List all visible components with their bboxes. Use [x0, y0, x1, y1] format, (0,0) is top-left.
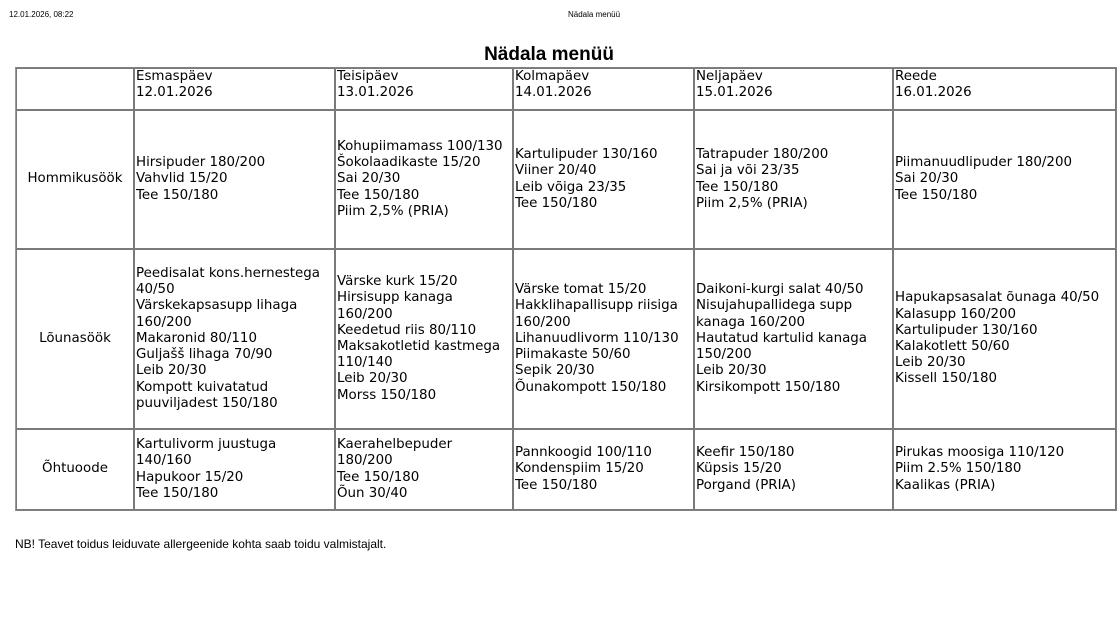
dish-item: Pirukas moosiga 110/120 — [895, 445, 1065, 461]
dish-item: Kissell 150/180 — [895, 371, 998, 387]
menu-cell — [513, 110, 694, 249]
day-header-cell — [694, 68, 893, 110]
dish-item: Õunakompott 150/180 — [515, 379, 667, 395]
dish-item: Kalakotlett 50/60 — [895, 339, 1010, 354]
menu-cell — [694, 110, 893, 249]
dish-item: Leib võiga 23/35 — [515, 179, 627, 195]
dish-item: Keefir 150/180 — [696, 445, 795, 461]
dish-item: Sepik 20/30 — [515, 363, 595, 379]
dish-item: Leib 20/30 — [895, 355, 966, 371]
dish-item: Hirsipuder 180/200 — [136, 155, 266, 171]
dish-item: Kirsikompott 150/180 — [696, 379, 841, 395]
menu-table-container — [15, 67, 1100, 511]
dish-item: Keedetud riis 80/110 — [337, 322, 477, 338]
dish-item: Kartulivorm juustuga 140/160 — [136, 437, 277, 469]
dish-item: Lihanuudlivorm 110/130 — [515, 330, 679, 346]
dish-item: Tee 150/180 — [337, 187, 420, 203]
day-header-cell — [893, 68, 1116, 110]
dish-item: Piim 2.5% 150/180 — [895, 461, 1022, 477]
menu-cell — [134, 110, 335, 249]
dish-item: Tee 150/180 — [136, 187, 219, 203]
dish-item: Hirsisupp kanaga 160/200 — [337, 290, 453, 322]
meal-name-cell: Lõunasöök — [16, 249, 134, 429]
day-name: Kolmapäev — [515, 69, 590, 84]
dish-item: Leib 20/30 — [696, 363, 767, 379]
dish-item: Kompott kuivatatud puuviljadest 150/180 — [136, 379, 278, 411]
menu-cell — [893, 249, 1116, 429]
meal-row — [16, 249, 1116, 429]
dish-item: Värske kurk 15/20 — [337, 274, 458, 290]
day-name: Esmaspäev — [136, 69, 213, 84]
menu-cell — [134, 429, 335, 510]
menu-cell — [694, 429, 893, 510]
allergen-note: NB! Teavet toidus leiduvate allergeenide kohta saab toidu valmistajalt. — [15, 537, 387, 551]
dish-item: Tee 150/180 — [895, 187, 978, 203]
day-date: 13.01.2026 — [337, 85, 414, 101]
meal-row — [16, 110, 1116, 249]
weekly-menu-table — [15, 67, 1117, 511]
dish-item: Sai 20/30 — [895, 171, 959, 187]
dish-item: Hapukapsasalat õunaga 40/50 — [895, 290, 1100, 306]
dish-item: Tee 150/180 — [515, 477, 598, 493]
dish-item: Tee 150/180 — [515, 195, 598, 211]
menu-cell — [335, 249, 513, 429]
dish-item: Küpsis 15/20 — [696, 461, 782, 477]
dish-item: Šokolaadikaste 15/20 — [337, 155, 481, 171]
dish-item: Morss 150/180 — [337, 387, 437, 403]
dish-item: Porgand (PRIA) — [696, 477, 796, 493]
day-name: Neljapäev — [696, 69, 763, 84]
day-header-cell — [335, 68, 513, 110]
dish-item: Värskekapsasupp lihaga 160/200 — [136, 298, 298, 330]
day-date: 16.01.2026 — [895, 85, 972, 101]
dish-item: Piimakaste 50/60 — [515, 347, 631, 363]
dish-item: Sai 20/30 — [337, 171, 401, 187]
menu-cell — [134, 249, 335, 429]
dish-item: Hapukoor 15/20 — [136, 469, 244, 485]
day-header-cell — [513, 68, 694, 110]
dish-item: Kondenspiim 15/20 — [515, 461, 644, 477]
dish-item: Tee 150/180 — [696, 179, 779, 195]
dish-item: Kohupiimamass 100/130 — [337, 138, 503, 154]
dish-item: Hautatud kartulid kanaga 150/200 — [696, 330, 867, 363]
dish-item: Daikoni-kurgi salat 40/50 — [696, 282, 864, 298]
dish-item: Kartulipuder 130/160 — [895, 322, 1038, 338]
dish-item: Värske tomat 15/20 — [515, 282, 647, 298]
day-name: Teisipäev — [337, 69, 399, 84]
menu-cell — [513, 429, 694, 510]
day-header-row — [16, 68, 1116, 110]
dish-item: Pannkoogid 100/110 — [515, 445, 652, 461]
dish-item: Õun 30/40 — [337, 485, 408, 501]
dish-item: Nisujahupallidega supp kanaga 160/200 — [696, 298, 853, 330]
dish-item: Kaalikas (PRIA) — [895, 477, 996, 493]
print-datetime: 12.01.2026, 08:22 — [9, 10, 74, 19]
dish-item: Piim 2,5% (PRIA) — [696, 195, 808, 211]
dish-item: Vahvlid 15/20 — [136, 171, 228, 187]
dish-item: Viiner 20/40 — [515, 163, 597, 179]
day-header-cell — [134, 68, 335, 110]
day-date: 15.01.2026 — [696, 85, 773, 101]
dish-item: Hakklihapallisupp riisiga 160/200 — [515, 298, 678, 330]
day-date: 14.01.2026 — [515, 85, 592, 101]
day-date: 12.01.2026 — [136, 85, 213, 101]
dish-item: Guljašš lihaga 70/90 — [136, 347, 273, 363]
dish-item: Maksakotletid kastmega 110/140 — [337, 339, 501, 371]
meal-row — [16, 429, 1116, 510]
menu-cell — [893, 110, 1116, 249]
dish-item: Leib 20/30 — [337, 371, 408, 387]
dish-item: Piim 2,5% (PRIA) — [337, 203, 449, 219]
menu-cell — [893, 429, 1116, 510]
menu-cell — [335, 429, 513, 510]
dish-item: Tatrapuder 180/200 — [696, 147, 829, 163]
print-document-title: Nädala menüü — [568, 10, 621, 19]
menu-cell — [513, 249, 694, 429]
menu-cell — [694, 249, 893, 429]
dish-item: Tee 150/180 — [337, 469, 420, 485]
dish-item: Makaronid 80/110 — [136, 330, 257, 346]
dish-item: Tee 150/180 — [136, 485, 219, 501]
dish-item: Kalasupp 160/200 — [895, 306, 1017, 322]
dish-item: Kartulipuder 130/160 — [515, 147, 658, 163]
page-title: Nädala menüü — [484, 44, 614, 65]
menu-cell — [335, 110, 513, 249]
corner-cell — [16, 68, 134, 110]
meal-name-cell: Hommikusöök — [16, 110, 134, 249]
dish-item: Piimanuudlipuder 180/200 — [895, 155, 1072, 171]
dish-item: Sai ja või 23/35 — [696, 163, 800, 179]
day-name: Reede — [895, 69, 937, 84]
meal-name-cell: Õhtuoode — [16, 429, 134, 510]
dish-item: Peedisalat kons.hernestega 40/50 — [136, 266, 320, 298]
dish-item: Leib 20/30 — [136, 363, 207, 379]
dish-item: Kaerahelbepuder 180/200 — [337, 437, 453, 469]
